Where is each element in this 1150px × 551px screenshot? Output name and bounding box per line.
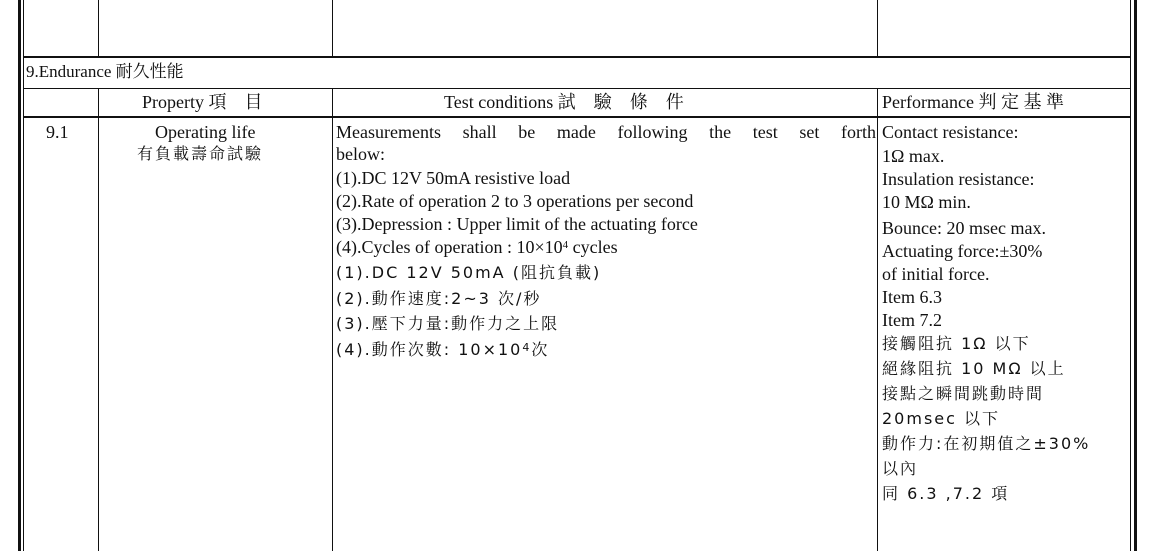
condition-text: Measurements shall be made following the test set forth — [336, 122, 876, 142]
condition-text: (1).DC 12V 50mA (阻抗負載) — [336, 263, 602, 282]
performance-line: Item 7.2 — [882, 310, 942, 330]
left-border-outer — [18, 0, 21, 551]
performance-line: of initial force. — [882, 264, 990, 284]
col-divider-2 — [332, 88, 333, 551]
performance-line: 以內 — [882, 459, 919, 478]
condition-line — [336, 237, 618, 257]
condition-text: (4).Cycles of operation : 10×10 — [336, 237, 563, 257]
right-border-inner — [1130, 0, 1131, 551]
performance-line: 接觸阻抗 1Ω 以下 — [882, 334, 1031, 353]
performance-line: 1Ω max. — [882, 146, 945, 166]
condition-tail: cycles — [568, 237, 618, 257]
right-border-outer — [1134, 0, 1137, 551]
performance-line: 絕緣阻抗 10 MΩ 以上 — [882, 359, 1066, 378]
performance-line: 同 6.3 ,7.2 項 — [882, 484, 1010, 503]
performance-line: Insulation resistance: — [882, 169, 1035, 189]
col-divider-3 — [877, 88, 878, 551]
condition-line — [336, 122, 876, 142]
performance-line: 10 MΩ min. — [882, 192, 971, 212]
header-test-conditions: Test conditions 試 驗 條 件 — [444, 92, 684, 112]
left-border-inner — [23, 0, 24, 551]
condition-text: (3).壓下力量:動作力之上限 — [336, 314, 560, 333]
col-divider-1 — [98, 88, 99, 551]
rule-below-section — [23, 88, 1131, 89]
condition-text: (3).Depression : Upper limit of the actuating force — [336, 214, 698, 234]
condition-text: (2).Rate of operation 2 to 3 operations per second — [336, 191, 694, 211]
property-chinese: 有負載壽命試驗 — [137, 144, 264, 163]
performance-line: Actuating force:±30% — [882, 241, 1043, 261]
row-number: 9.1 — [46, 122, 69, 142]
condition-line — [336, 289, 541, 309]
condition-line — [336, 168, 570, 188]
condition-line — [336, 314, 559, 334]
performance-line: 接點之瞬間跳動時間 — [882, 384, 1045, 403]
col-divider-1-top — [98, 0, 99, 56]
condition-tail: 次 — [531, 340, 550, 359]
header-performance: Performance 判 定 基 準 — [882, 92, 1064, 112]
condition-line — [336, 263, 601, 283]
property-english: Operating life — [155, 122, 256, 142]
performance-line: Bounce: 20 msec max. — [882, 218, 1046, 238]
condition-text: (2).動作速度:2~3 次/秒 — [336, 289, 542, 308]
condition-text: below: — [336, 144, 385, 164]
condition-line — [336, 214, 698, 234]
rule-above-section — [23, 56, 1131, 58]
condition-text: (1).DC 12V 50mA resistive load — [336, 168, 571, 188]
condition-line — [336, 191, 693, 211]
exponent: 4 — [562, 239, 569, 251]
condition-line — [336, 340, 549, 360]
condition-text: (4).動作次數: 10×10 — [336, 340, 523, 359]
performance-line: 20msec 以下 — [882, 409, 1001, 428]
condition-line — [336, 144, 385, 164]
rule-below-header — [23, 116, 1131, 118]
section-title: 9.Endurance 耐久性能 — [26, 62, 184, 81]
header-property: Property 項 目 — [142, 92, 263, 112]
col-divider-3-top — [877, 0, 878, 56]
performance-line: Contact resistance: — [882, 122, 1019, 142]
col-divider-2-top — [332, 0, 333, 56]
performance-line: 動作力:在初期值之±30% — [882, 434, 1091, 453]
performance-line: Item 6.3 — [882, 287, 942, 307]
exponent: 4 — [522, 341, 532, 354]
